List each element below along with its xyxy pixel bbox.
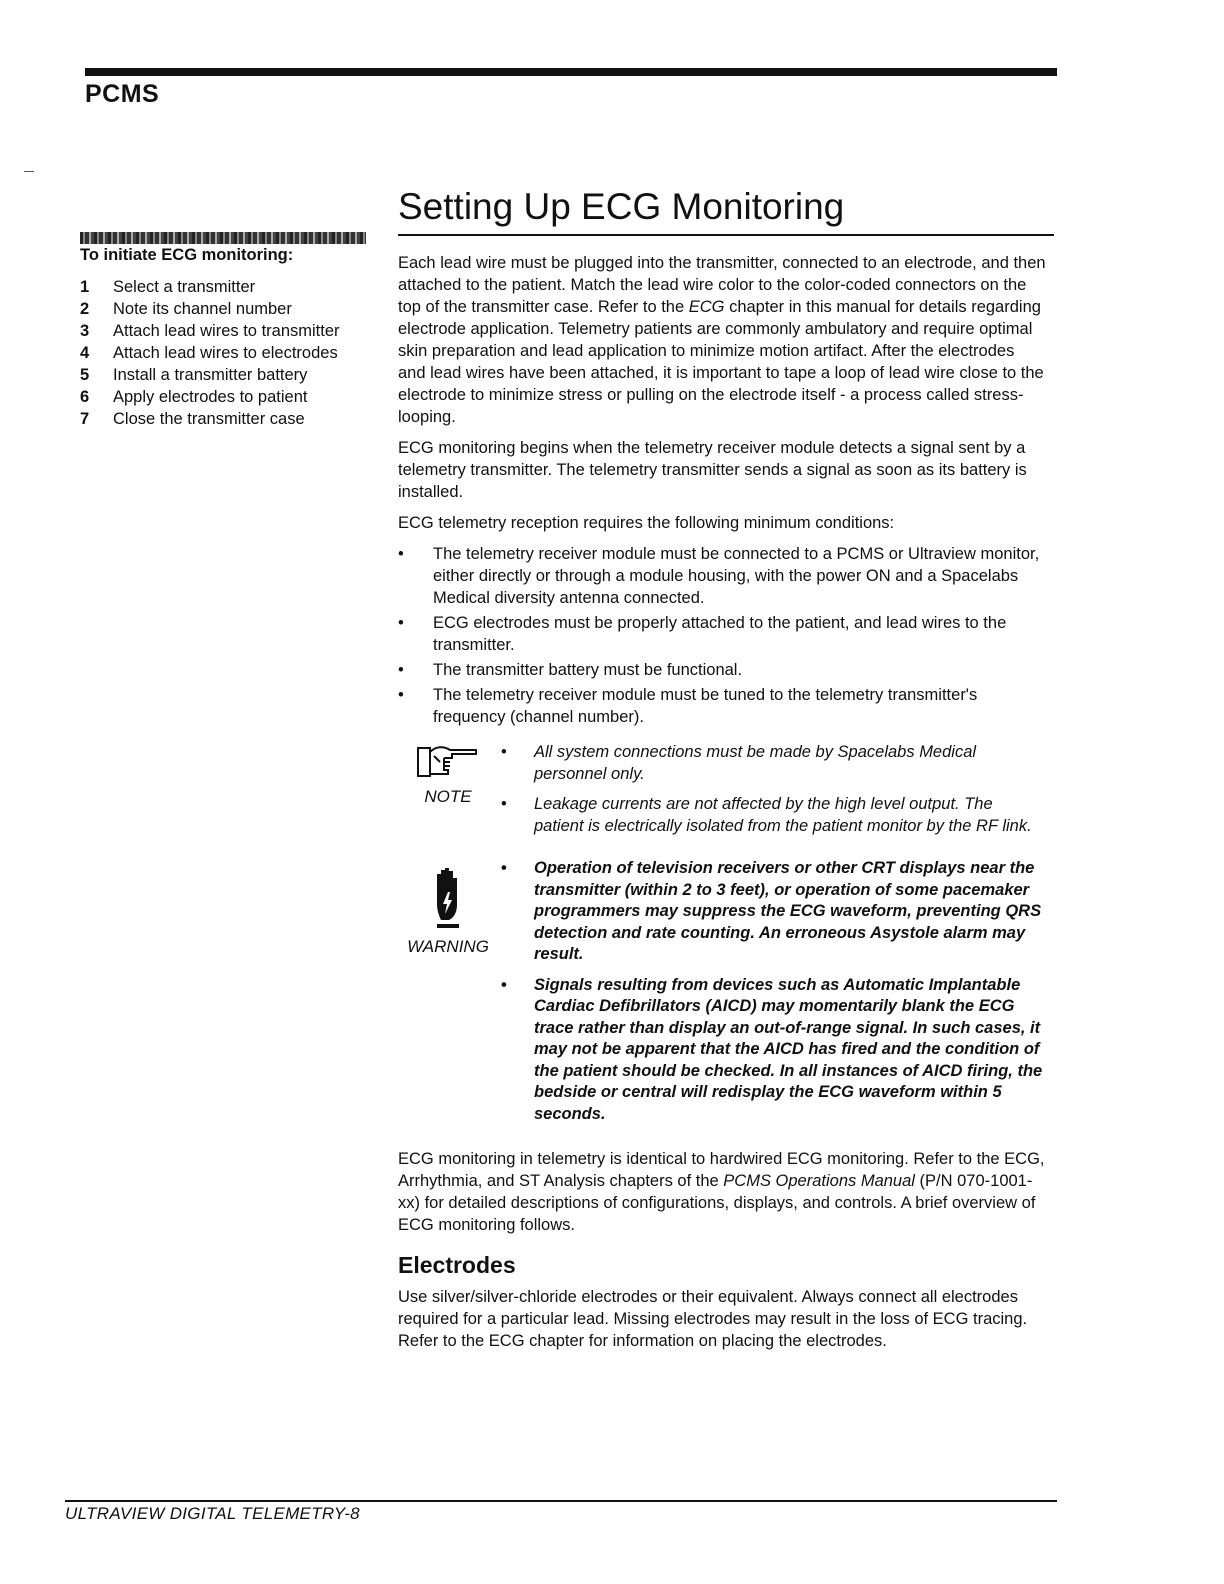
paragraph-hardwired (398, 1148, 1046, 1236)
note-label: NOTE (424, 787, 472, 806)
condition-item: • The telemetry receiver module must be connected to a PCMS or Ultraview monitor, either directly or through a module housing, with the power ON and a Spacelabs Medical diversity antenna connected. (398, 543, 1046, 609)
conditions-list (398, 543, 1046, 728)
pointing-hand-icon (414, 742, 482, 780)
step-item (80, 408, 368, 430)
electrodes-heading: Electrodes (398, 1252, 516, 1278)
note-item: • Leakage currents are not affected by the high level output. The patient is electrically isolated from the patient monitor by the RF link. (498, 794, 1046, 837)
intro-paragraph (398, 252, 1046, 428)
page-footer: ULTRAVIEW DIGITAL TELEMETRY-8 (65, 1504, 360, 1523)
sidebar-bar (80, 232, 366, 244)
step-text: Attach lead wires to electrodes (113, 344, 338, 362)
body-text (398, 252, 1046, 1352)
manual-title: PCMS Operations Manual (723, 1172, 915, 1190)
step-text: Close the transmitter case (113, 410, 305, 428)
step-number: 5 (80, 366, 90, 384)
warning-hand-icon (431, 864, 465, 930)
step-number: 4 (80, 344, 90, 362)
electrodes-paragraph: Use silver/silver-chloride electrodes or their equivalent. Always connect all electrodes required for a particular lead. Missing electrodes may result in the loss of ECG tracing. Refer to the ECG chapter for information on placing the electrodes. (398, 1288, 1028, 1350)
step-number: 2 (80, 300, 90, 318)
paragraph-conditions: ECG telemetry reception requires the following minimum conditions: (398, 514, 895, 532)
hardwired-text-a: ECG monitoring in telemetry is identical to hardwired ECG monitoring. Refer to the ECG, Arrhythmia, and ST Analysis chapters of the (398, 1150, 1045, 1190)
warning-list (498, 858, 1046, 1134)
condition-item: • The transmitter battery must be functional. (398, 659, 1046, 681)
step-text: Select a transmitter (113, 278, 256, 296)
step-text: Apply electrodes to patient (113, 388, 308, 406)
step-number: 3 (80, 322, 90, 340)
step-item (80, 320, 368, 342)
title-rule (398, 234, 1054, 236)
intro-text-italic: ECG (688, 298, 725, 316)
sidebar-heading: To initiate ECG monitoring: (80, 246, 294, 264)
page-title: Setting Up ECG Monitoring (398, 186, 845, 227)
warning-item: • Operation of television receivers or other CRT displays near the transmitter (within 2 to 3 feet), or operation of some pacemaker programmers may suppress the ECG waveform, preventing QRS detection and rate counting. An erroneous Asystole alarm may result. (498, 858, 1046, 966)
sidebar-procedure (80, 232, 368, 430)
section-tag: PCMS (85, 80, 160, 108)
intro-text-b: chapter in this manual for details regarding electrode application. Telemetry patients are commonly ambulatory and require optimal skin preparation and lead application to minimize motion artifact. After the electrodes and lead wires have been attached, it is important to tape a loop of lead wire close to the electrode to minimize stress or pulling on the electrode itself - a process called stress-looping. (398, 298, 1044, 426)
condition-item: • ECG electrodes must be properly attached to the patient, and lead wires to the transmitter. (398, 612, 1046, 656)
step-item (80, 276, 368, 298)
top-rule (85, 68, 1057, 76)
step-text: Note its channel number (113, 300, 292, 318)
step-text: Install a transmitter battery (113, 366, 308, 384)
step-text: Attach lead wires to transmitter (113, 322, 340, 340)
step-item (80, 386, 368, 408)
note-item: • All system connections must be made by Spacelabs Medical personnel only. (498, 742, 1046, 785)
bottom-rule (65, 1500, 1057, 1502)
intro-text-a: Each lead wire must be plugged into the transmitter, connected to an electrode, and then attached to the patient. Match the lead wire color to the color-coded connectors on the top of the transmitter case. Refer to the (398, 254, 1046, 316)
note-callout (398, 742, 1046, 846)
step-number: 7 (80, 410, 90, 428)
steps-list (80, 276, 368, 430)
note-list (498, 742, 1046, 846)
warning-label: WARNING (407, 937, 489, 956)
warning-icon-column (398, 858, 498, 1134)
paragraph-signal: ECG monitoring begins when the telemetry receiver module detects a signal sent by a telemetry transmitter. The telemetry transmitter sends a signal as soon as its battery is installed. (398, 439, 1027, 501)
step-number: 1 (80, 278, 90, 296)
main-content (390, 182, 1052, 1361)
warning-item: • Signals resulting from devices such as Automatic Implantable Cardiac Defibrillators (AICD) may momentarily blank the ECG trace rather than display an out-of-range signal. In such cases, it may not be apparent that the AICD has fired and the condition of the patient should be checked. In all instances of AICD firing, the bedside or central will redisplay the ECG waveform within 5 seconds. (498, 975, 1046, 1126)
note-icon-column (398, 742, 498, 846)
step-item (80, 364, 368, 386)
step-number: 6 (80, 388, 90, 406)
condition-item: • The telemetry receiver module must be tuned to the telemetry transmitter's frequency (channel number). (398, 684, 1046, 728)
hardwired-text-b: (P/N 070-1001-xx) for detailed descriptions of configurations, displays, and controls. A brief overview of ECG monitoring follows. (398, 1172, 1036, 1234)
step-item (80, 298, 368, 320)
stray-mark (24, 171, 34, 172)
warning-callout (398, 858, 1046, 1134)
step-item (80, 342, 368, 364)
